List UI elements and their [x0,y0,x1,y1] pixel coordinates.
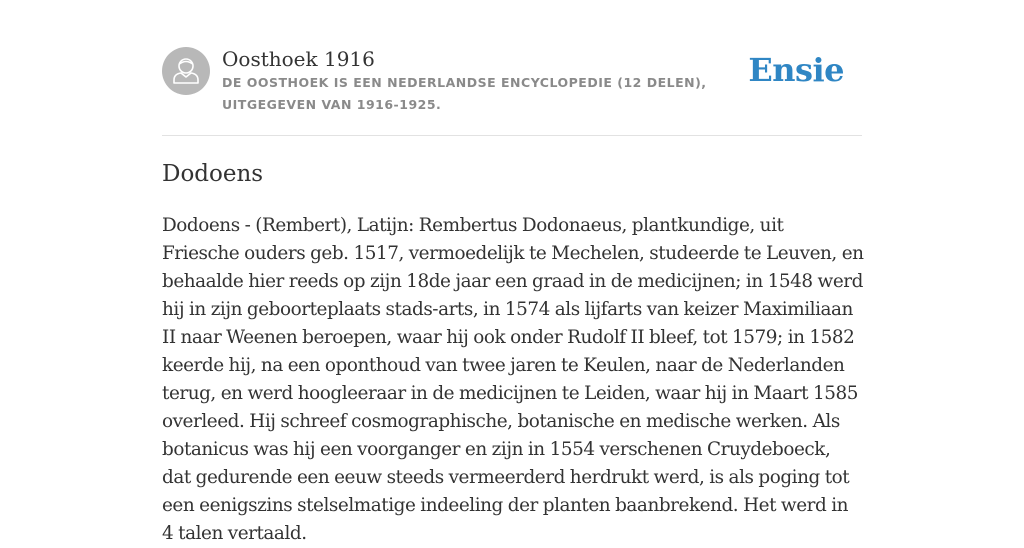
source-header [162,46,862,116]
source-name[interactable]: Oosthoek 1916 [222,47,375,71]
ensie-logo[interactable]: Ensie [748,51,844,89]
user-silhouette-icon [162,47,210,95]
entry-title: Dodoens [162,161,264,187]
divider [162,135,862,136]
entry-body: Dodoens - (Rembert), Latijn: Rembertus Dodonaeus, plantkundige, uit Friesche ouders geb. 1517, vermoedelijk te Mechelen, studeerde te Leuven, en behaalde hier reeds op zijn 18de jaar een graad in de medicijnen; in 1548 werd hij in zijn geboorteplaats stads-arts, in 1574 als lijfarts van keizer Maximiliaan II naar Weenen beroepen, waar hij ook onder Rudolf II bleef, tot 1579; in 1582 keerde hij, na een oponthoud van twee jaren te Keulen, naar de Nederlanden terug, en werd hoogleeraar in de medicijnen te Leiden, waar hij in Maart 1585 overleed. Hij schreef cosmographische, botanische en medische werken. Als botanicus was hij een voorganger en zijn in 1554 verschenen Cruydeboeck, dat gedurende een eeuw steeds vermeerderd herdrukt werd, is als poging tot een eenigszins stelselmatige indeeling der planten baanbrekend. Het werd in 4 talen vertaald. [162,215,864,544]
source-description: DE OOSTHOEK IS EEN NEDERLANDSE ENCYCLOPEDIE (12 DELEN), UITGEGEVEN VAN 1916-1925. [222,75,707,112]
source-avatar[interactable] [162,47,210,95]
